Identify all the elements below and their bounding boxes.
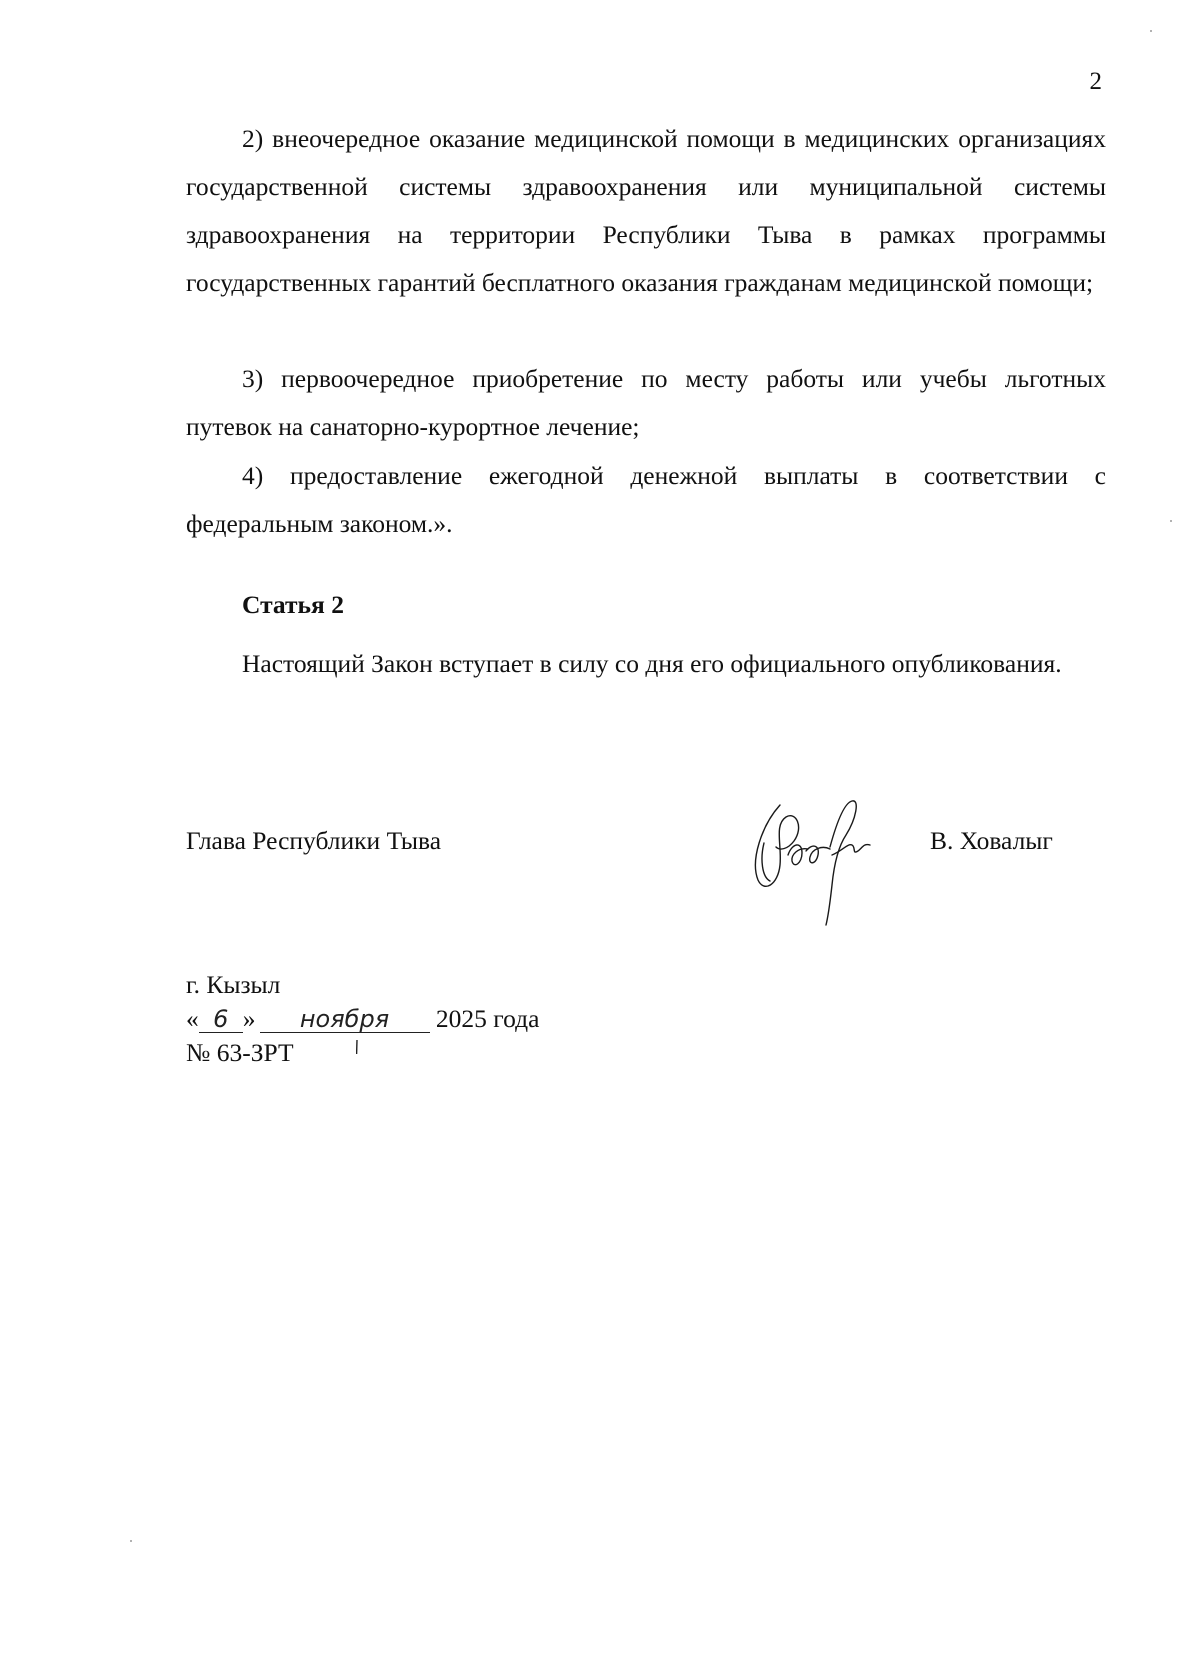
scan-speck (1170, 520, 1172, 522)
handwritten-tick-mark (356, 1040, 358, 1054)
document-footer (186, 968, 539, 1070)
date-open-quote: « (186, 1004, 199, 1033)
article-heading: Статья 2 (242, 590, 344, 619)
paragraph-item-4: 4) предоставление ежегодной денежной выплаты в соответствии с федеральным законом.». (186, 461, 1106, 538)
handwritten-day: 6 (199, 1006, 243, 1033)
scan-speck (130, 1540, 132, 1542)
scan-speck (1150, 30, 1152, 32)
page-number: 2 (1089, 68, 1102, 95)
date-close-quote: » (242, 1004, 256, 1033)
city-line: г. Кызыл (186, 970, 281, 999)
handwritten-signature (740, 785, 890, 935)
paragraph-item-3: 3) первоочередное приобретение по месту работы или учебы льготных путевок на санаторно-курортное лечение; (186, 364, 1106, 441)
law-number: № 63-ЗРТ (186, 1038, 294, 1067)
signatory-position: Глава Республики Тыва (186, 826, 442, 855)
date-year: 2025 года (435, 1004, 540, 1033)
date-line (186, 1002, 539, 1036)
paragraph-item-2: 2) внеочередное оказание медицинской помощи в медицинских организациях государственной системы здравоохранения или муниципальной системы здравоохранения на территории Республики Тыва в рамках программы государственных гарантий бесплатного оказания гражданам медицинской помощи; (186, 124, 1106, 297)
article-text: Настоящий Закон вступает в силу со дня его официального опубликования. (242, 649, 1062, 678)
handwritten-month: ноября (260, 1006, 430, 1033)
signatory-name: В. Ховалыг (930, 826, 1053, 855)
